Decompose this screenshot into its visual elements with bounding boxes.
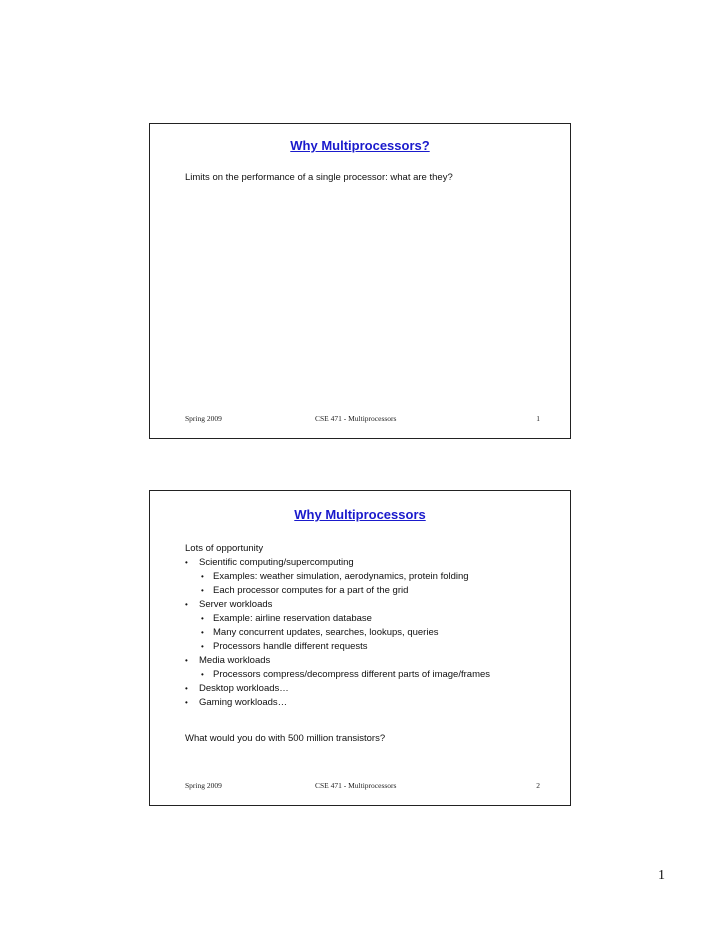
bullet-item [185, 556, 560, 570]
bullet-icon: • [185, 656, 188, 665]
closing-question: What would you do with 500 million transistors? [185, 733, 386, 744]
bullet-text: Scientific computing/supercomputing [199, 557, 354, 568]
bullet-text: Server workloads [199, 599, 273, 610]
sub-bullet-item [185, 612, 560, 626]
bullet-text: Media workloads [199, 655, 271, 666]
slide-footer [185, 781, 540, 793]
bullet-text: Many concurrent updates, searches, lookups, queries [213, 627, 439, 638]
sub-bullet-item [185, 640, 560, 654]
slide-2 [149, 490, 571, 806]
page-number: 1 [658, 868, 665, 883]
bullet-icon: • [185, 684, 188, 693]
bullet-text: Gaming workloads… [199, 697, 288, 708]
bullet-item [185, 654, 560, 668]
slide-footer [185, 414, 540, 426]
bullet-item [185, 696, 560, 710]
bullet-text: Processors compress/decompress different parts of image/frames [213, 669, 491, 680]
bullet-text: Examples: weather simulation, aerodynamics, protein folding [213, 571, 469, 582]
bullet-text: Desktop workloads… [199, 683, 289, 694]
bullet-icon: • [201, 614, 204, 623]
slide-1 [149, 123, 571, 439]
slide-title: Why Multiprocessors? [290, 138, 430, 153]
intro-text: Lots of opportunity [185, 543, 264, 554]
footer-course: CSE 471 - Multiprocessors [315, 781, 397, 790]
footer-date: Spring 2009 [185, 414, 222, 423]
sub-bullet-item [185, 626, 560, 640]
slide-body [185, 171, 560, 185]
bullet-item [185, 598, 560, 612]
footer-course: CSE 471 - Multiprocessors [315, 414, 397, 423]
bullet-icon: • [201, 628, 204, 637]
footer-slide-number: 2 [536, 781, 540, 790]
bullet-icon: • [201, 670, 204, 679]
sub-bullet-item [185, 668, 560, 682]
bullet-item [185, 682, 560, 696]
bullet-icon: • [185, 698, 188, 707]
sub-bullet-item [185, 570, 560, 584]
slide-title: Why Multiprocessors [294, 507, 426, 522]
footer-date: Spring 2009 [185, 781, 222, 790]
bullet-icon: • [201, 642, 204, 651]
bullet-icon: • [201, 586, 204, 595]
bullet-text: Example: airline reservation database [213, 613, 372, 624]
bullet-icon: • [185, 600, 188, 609]
sub-bullet-item [185, 584, 560, 598]
bullet-text: Processors handle different requests [213, 641, 368, 652]
bullet-text: Each processor computes for a part of the grid [213, 585, 409, 596]
slide-body [185, 542, 560, 746]
bullet-icon: • [185, 558, 188, 567]
footer-slide-number: 1 [536, 414, 540, 423]
intro-text: Limits on the performance of a single processor: what are they? [185, 172, 453, 183]
bullet-icon: • [201, 572, 204, 581]
